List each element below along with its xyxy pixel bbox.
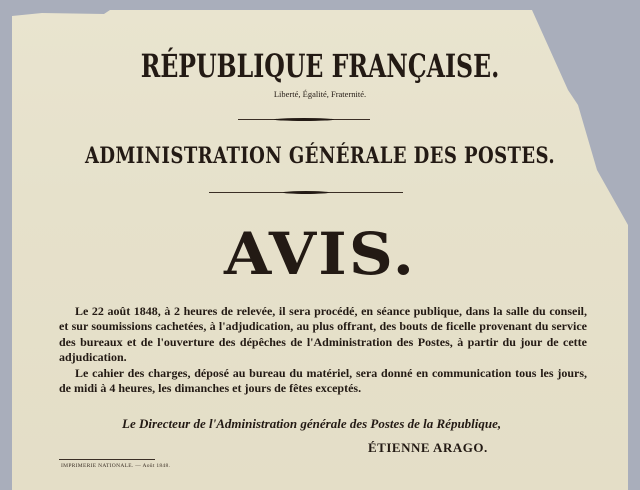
rule-ornament <box>283 191 329 194</box>
administration-title: ADMINISTRATION GÉNÉRALE DES POSTES. <box>84 143 556 169</box>
notice-body <box>59 304 587 396</box>
ornamental-rule-top <box>238 119 370 120</box>
printer-rule <box>59 459 155 460</box>
notice-title: AVIS. <box>223 220 417 288</box>
paragraph-auction: Le 22 août 1848, à 2 heures de relevée, il sera procédé, en séance publique, dans la salle du conseil, et sur soumissions cachetées, à l'adjudication, au plus offrant, des bouts de ficelle provenant du service des bureaux et de l'ouverture des dépêches de l'Administration des Postes, à partir du jour de cette adjudication. <box>59 304 587 365</box>
republic-title: RÉPUBLIQUE FRANÇAISE. <box>140 47 500 85</box>
rule-ornament <box>274 118 334 121</box>
printer-imprint: IMPRIMERIE NATIONALE. — Août 1848. <box>61 463 171 469</box>
motto: Liberté, Égalité, Fraternité. <box>273 89 367 99</box>
paragraph-specifications: Le cahier des charges, déposé au bureau du matériel, sera donné en communication tous les jours, de midi à 4 heures, les dimanches et jours de fêtes exceptés. <box>59 365 587 396</box>
signature-title: Le Directeur de l'Administration générale des Postes de la République, <box>122 416 502 431</box>
signature-name: ÉTIENNE ARAGO. <box>368 440 488 455</box>
ornamental-rule-middle <box>209 192 403 193</box>
